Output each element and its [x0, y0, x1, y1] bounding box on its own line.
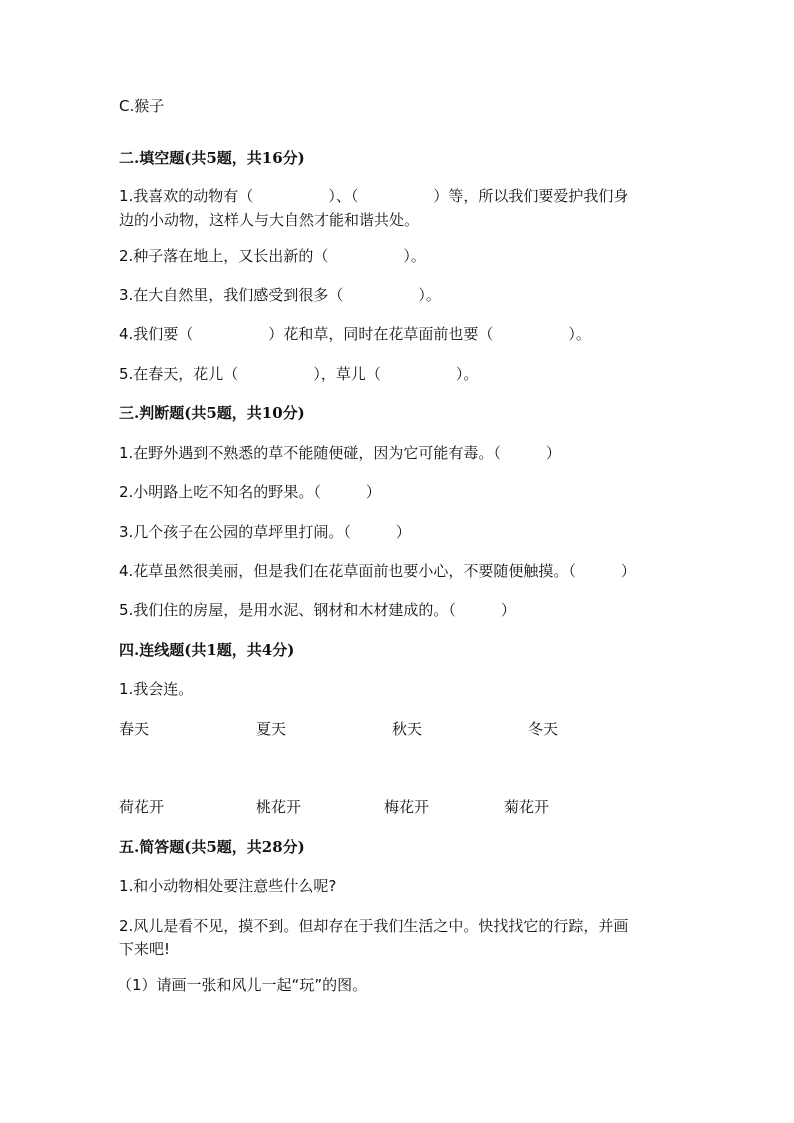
section3-q4: 4.花草虽然很美丽，但是我们在花草面前也要小心，不要随便触摸。（ ） — [119, 562, 636, 580]
section2-q2: 2.种子落在地上，又长出新的（ ）。 — [119, 247, 426, 265]
flower-peach: 桃花开 — [256, 798, 302, 816]
section4-heading: 四.连线题(共1题，共4分) — [119, 641, 295, 659]
section3-heading: 三.判断题(共5题，共10分) — [119, 404, 305, 422]
section5-q2-line2: 下来吧! — [119, 940, 171, 958]
section5-q2-line1: 2.风儿是看不见，摸不到。但却存在于我们生活之中。快找找它的行踪，并画 — [119, 917, 629, 935]
season-summer: 夏天 — [256, 720, 287, 738]
section5-q2-sub1: （1）请画一张和风儿一起“玩”的图。 — [117, 976, 368, 994]
flower-chrysanthemum: 菊花开 — [504, 798, 550, 816]
section5-q1: 1.和小动物相处要注意些什么呢? — [119, 877, 337, 895]
season-autumn: 秋天 — [392, 720, 423, 738]
flower-lotus: 荷花开 — [119, 798, 165, 816]
flower-plum: 梅花开 — [384, 798, 430, 816]
section2-q3: 3.在大自然里，我们感受到很多（ ）。 — [119, 286, 441, 304]
season-spring: 春天 — [119, 720, 150, 738]
section2-q1-line1: 1.我喜欢的动物有（ ）、（ ）等，所以我们要爱护我们身 — [119, 187, 629, 205]
section2-q4: 4.我们要（ ）花和草，同时在花草面前也要（ ）。 — [119, 325, 591, 343]
section2-q5: 5.在春天，花儿（ ），草儿（ ）。 — [119, 365, 479, 383]
option-c: C.猴子 — [119, 97, 165, 115]
section4-q1: 1.我会连。 — [119, 680, 194, 698]
section3-q1: 1.在野外遇到不熟悉的草不能随便碰，因为它可能有毒。（ ） — [119, 444, 561, 462]
section2-heading: 二.填空题(共5题，共16分) — [119, 149, 305, 167]
section2-q1-line2: 边的小动物，这样人与大自然才能和谐共处。 — [119, 211, 420, 229]
section3-q3: 3.几个孩子在公园的草坪里打闹。（ ） — [119, 523, 411, 541]
section3-q2: 2.小明路上吃不知名的野果。（ ） — [119, 483, 381, 501]
section5-heading: 五.简答题(共5题，共28分) — [119, 838, 305, 856]
section3-q5: 5.我们住的房屋，是用水泥、钢材和木材建成的。（ ） — [119, 601, 516, 619]
season-winter: 冬天 — [528, 720, 559, 738]
